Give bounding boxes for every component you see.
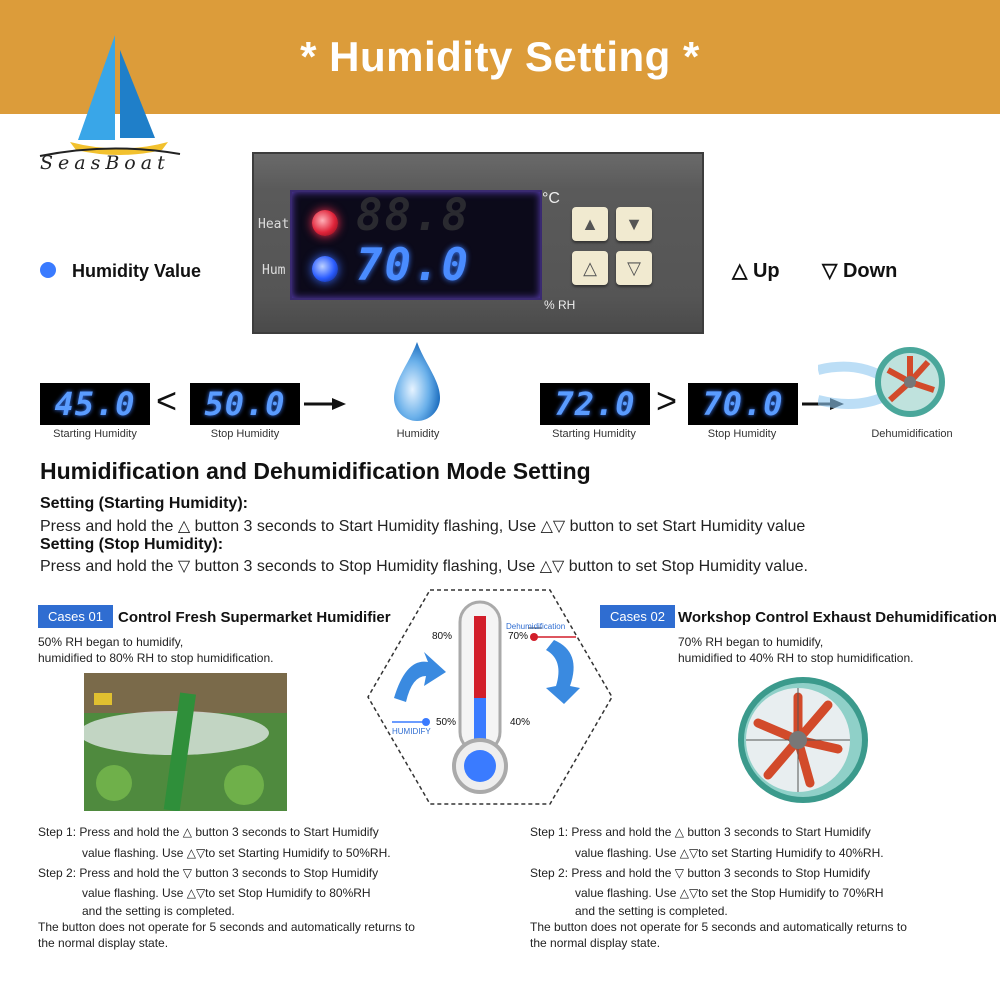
setting-start-heading: Setting (Starting Humidity): — [40, 495, 248, 512]
thermo-label-40: 40% — [510, 717, 531, 728]
dehum-start-caption: Starting Humidity — [552, 428, 636, 440]
humidity-value-label: Humidity Value — [72, 261, 202, 281]
dehum-stop-caption: Stop Humidity — [707, 428, 777, 440]
case-01-title: Control Fresh Supermarket Humidifier — [118, 609, 391, 626]
case-02-desc-line1: 70% RH began to humidify, — [678, 635, 824, 649]
thermo-label-70: 70% — [508, 631, 529, 642]
case-01-desc-line1: 50% RH began to humidify, — [38, 635, 184, 649]
stop-humidity-caption: Stop Humidity — [210, 428, 280, 440]
arrow-right-icon — [304, 396, 346, 412]
case-01-step2-end: and the setting is completed. — [82, 904, 235, 918]
start-humidity-display — [40, 383, 150, 425]
case-02-step1: Step 1: Press and hold the △ button 3 seconds to Start Humidify — [530, 825, 871, 839]
case-02-step1-cont: value flashing. Use △▽to set Starting Humidify to 40%RH. — [575, 846, 884, 860]
setting-stop-heading: Setting (Stop Humidity): — [40, 536, 224, 553]
mode-section-title: Humidification and Dehumidification Mode Setting — [40, 458, 591, 484]
supermarket-mist-image — [84, 673, 287, 811]
dehum-stop-value: 70.0 — [702, 385, 784, 423]
water-drop-icon — [392, 340, 442, 424]
thermo-label-50: 50% — [436, 717, 457, 728]
humidity-thermometer-diagram — [366, 588, 614, 806]
up-outline-button[interactable]: △ — [572, 251, 608, 285]
case-02-desc-line2: humidified to 40% RH to stop humidification. — [678, 651, 914, 665]
dehum-stop-display — [688, 383, 798, 425]
dehum-start-value: 72.0 — [554, 385, 636, 423]
fan-airflow-icon — [818, 340, 953, 430]
temperature-readout: 88.8 — [356, 190, 470, 241]
case-02-step2-end: and the setting is completed. — [575, 904, 728, 918]
dehumidification-caption: Dehumidification — [871, 428, 953, 440]
down-button[interactable]: ▼ — [616, 207, 652, 241]
case-01-note-cont: the normal display state. — [38, 936, 169, 950]
humidity-value-dot-icon — [40, 262, 56, 278]
exhaust-fan-image — [728, 675, 868, 805]
start-humidity-caption: Starting Humidity — [53, 428, 137, 440]
case-02-badge: Cases 02 — [600, 605, 675, 628]
start-humidity-value: 45.0 — [54, 385, 136, 423]
case-02-title: Workshop Control Exhaust Dehumidification — [678, 609, 997, 626]
hum-label: Hum — [262, 263, 286, 278]
legend-down: ▽ Down — [822, 260, 898, 282]
stop-humidity-display — [190, 383, 300, 425]
case-02-step2-cont: value flashing. Use △▽to set the Stop Humidify to 70%RH — [575, 886, 884, 900]
humidify-tag: HUMIDIFY — [392, 727, 431, 736]
heat-label: Heat — [258, 217, 290, 232]
case-01-step1-cont: value flashing. Use △▽to set Starting Humidify to 50%RH. — [82, 846, 391, 860]
dehumidify-tag: Dehumidification — [506, 622, 566, 631]
case-02-step2: Step 2: Press and hold the ▽ button 3 seconds to Stop Humidify — [530, 866, 871, 880]
heat-indicator-icon — [312, 210, 338, 236]
dehum-start-display — [540, 383, 650, 425]
page-title: * Humidity Setting * — [300, 33, 700, 80]
setting-stop-text: Press and hold the ▽ button 3 seconds to Stop Humidity flashing, Use △▽ button to set Stop Humidity value. — [40, 558, 808, 575]
case-01-desc-line2: humidified to 80% RH to stop humidification. — [38, 651, 274, 665]
unit-celsius: °C — [542, 190, 560, 207]
case-01-step2: Step 2: Press and hold the ▽ button 3 seconds to Stop Humidify — [38, 866, 379, 880]
case-01-step1: Step 1: Press and hold the △ button 3 seconds to Start Humidify — [38, 825, 379, 839]
stop-humidity-value: 50.0 — [204, 385, 286, 423]
case-02-note-cont: the normal display state. — [530, 936, 661, 950]
legend-up: △ Up — [732, 260, 780, 282]
case-02-note: The button does not operate for 5 seconds and automatically returns to — [530, 920, 907, 934]
case-01-note: The button does not operate for 5 seconds and automatically returns to — [38, 920, 415, 934]
less-than-symbol: < — [156, 380, 178, 421]
down-outline-button[interactable]: ▽ — [616, 251, 652, 285]
humidity-result-caption: Humidity — [396, 428, 440, 440]
hum-indicator-icon — [312, 256, 338, 282]
unit-rh: % RH — [544, 298, 576, 312]
case-01-badge: Cases 01 — [38, 605, 113, 628]
greater-than-symbol: > — [656, 380, 678, 421]
up-button[interactable]: ▲ — [572, 207, 608, 241]
case-01-step2-cont: value flashing. Use △▽to set Stop Humidify to 80%RH — [82, 886, 371, 900]
setting-start-text: Press and hold the △ button 3 seconds to Start Humidity flashing, Use △▽ button to set Start Humidity value — [40, 518, 806, 535]
logo-text: SeasBoat — [40, 152, 170, 174]
thermo-label-80: 80% — [432, 631, 453, 642]
humidity-readout: 70.0 — [356, 240, 470, 291]
